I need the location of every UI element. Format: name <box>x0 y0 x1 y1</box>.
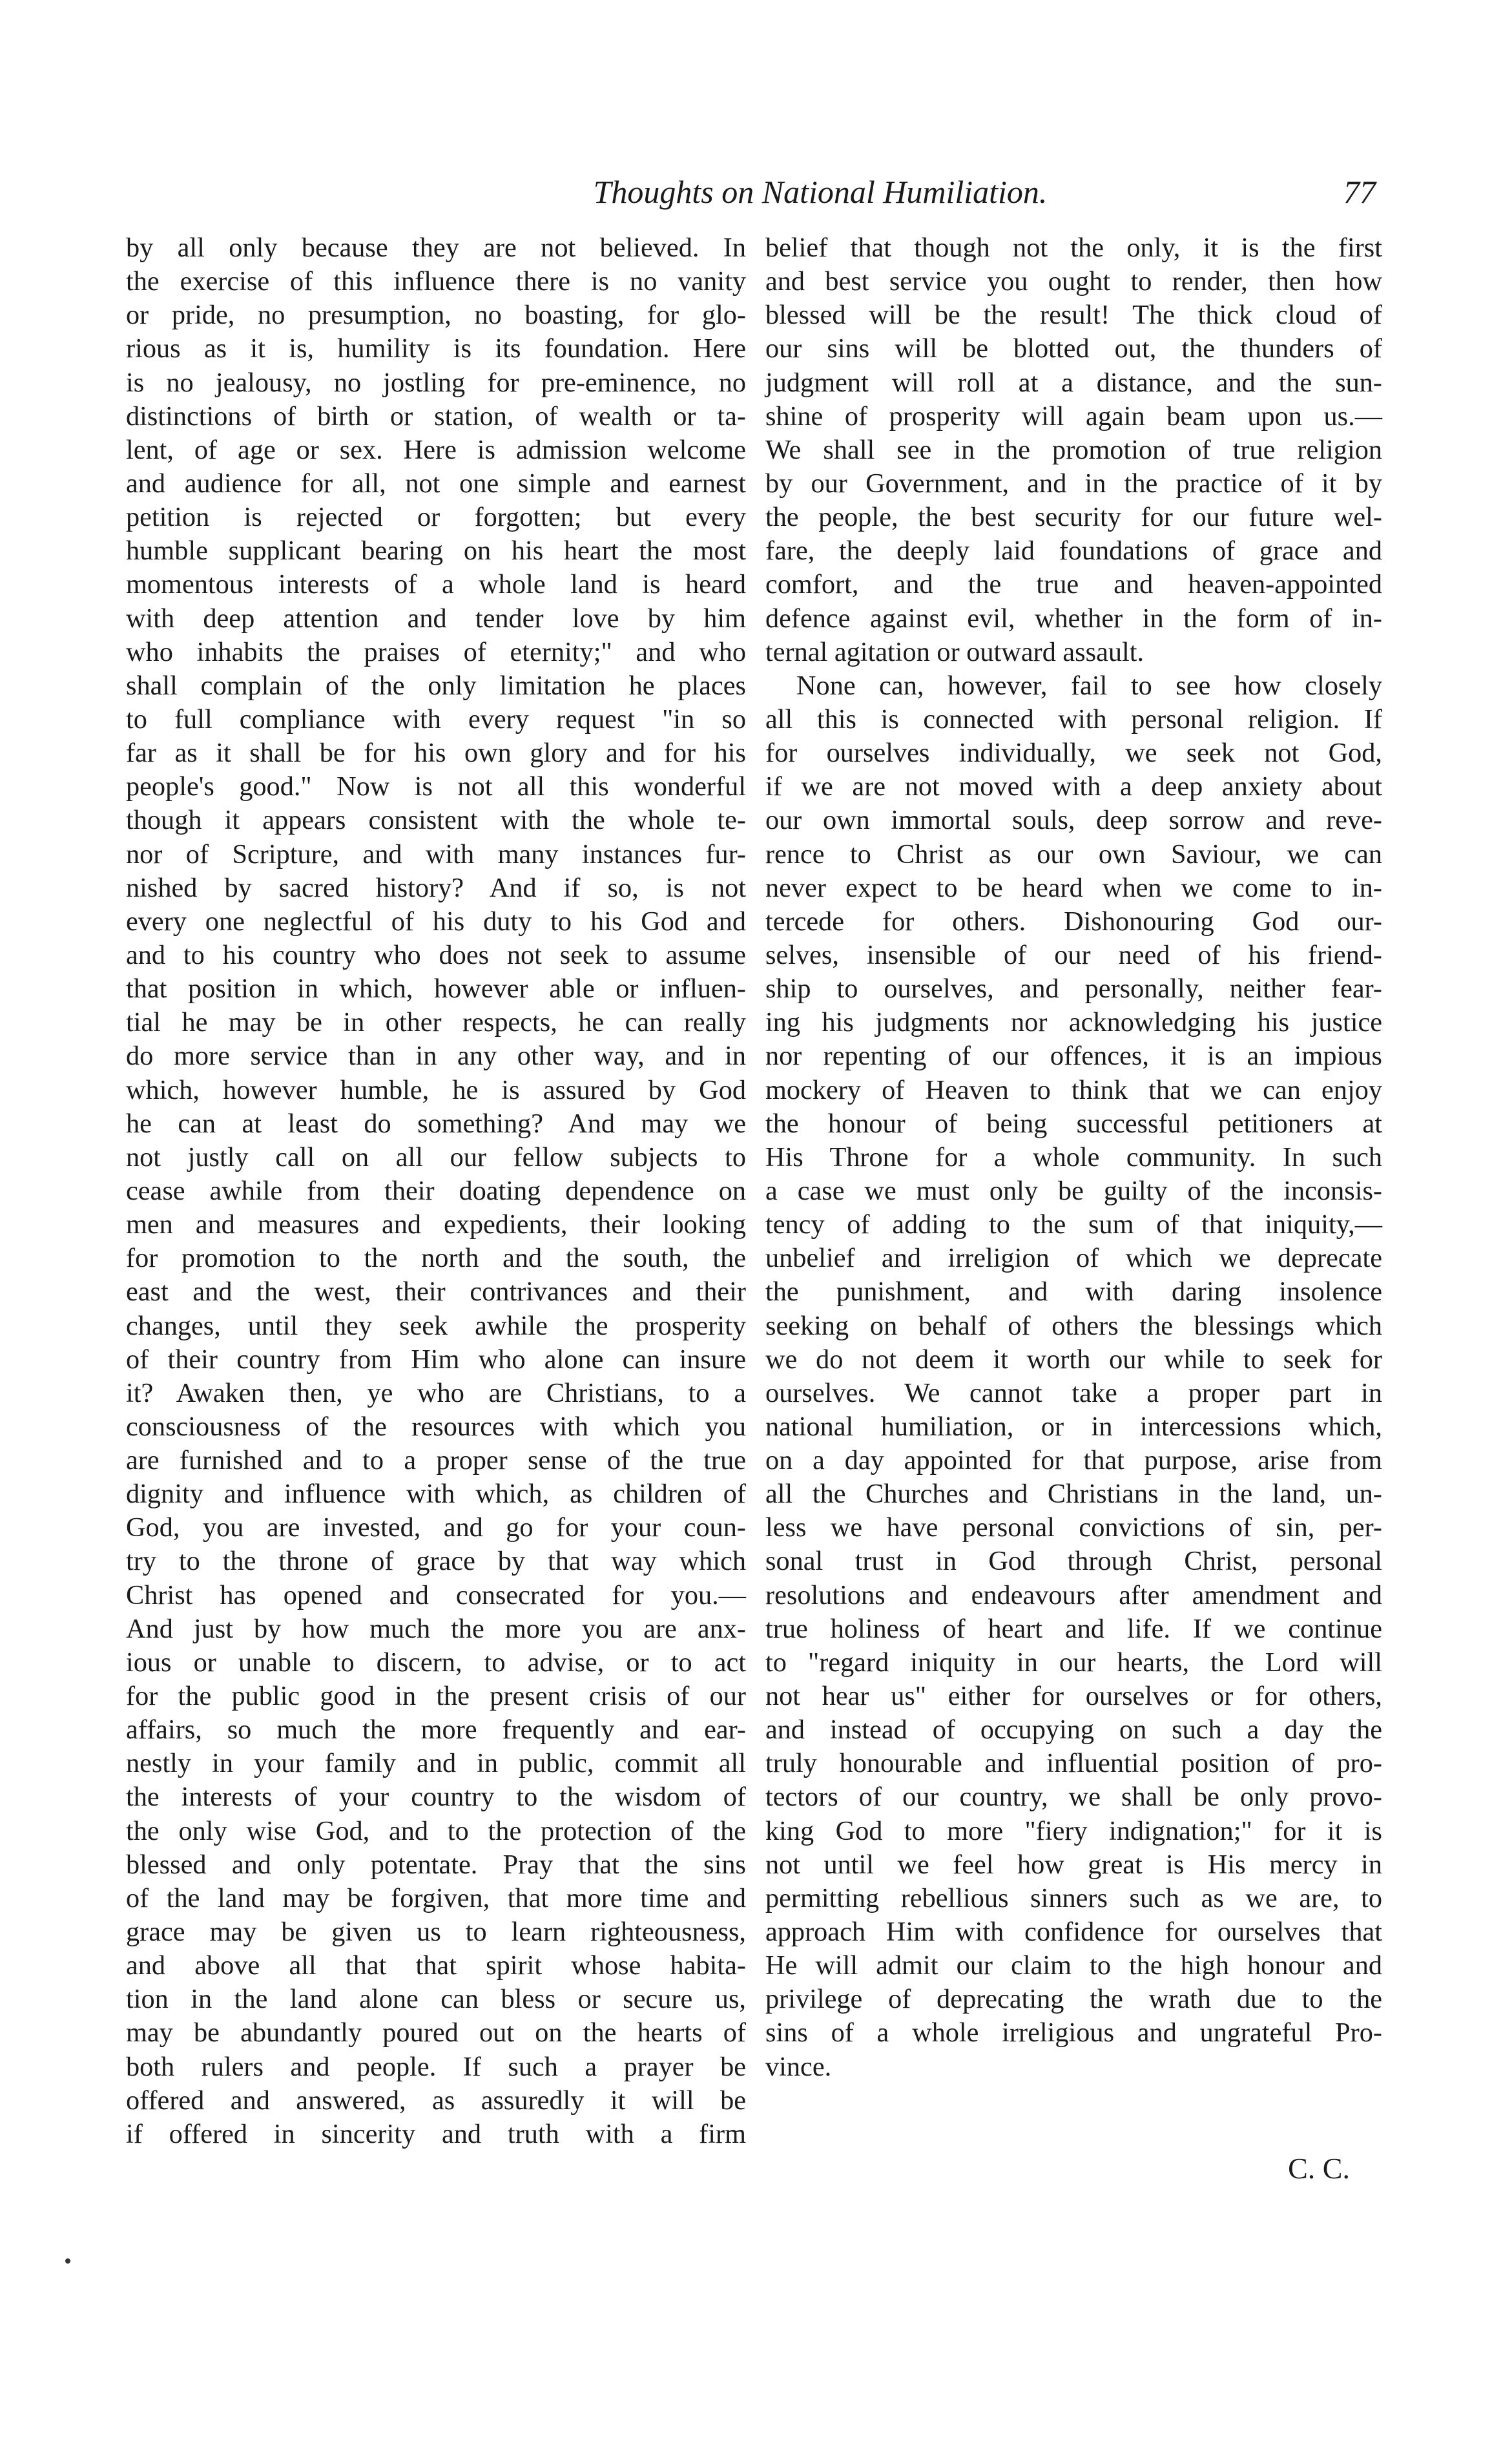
text-line: fare, the deeply laid foundations of grace and <box>765 536 1382 567</box>
text-line: sonal trust in God through Christ, personal <box>765 1546 1382 1577</box>
text-line: people's good." Now is not all this wonderful <box>126 771 746 802</box>
text-line: mockery of Heaven to think that we can enjoy <box>765 1074 1382 1105</box>
text-line: ship to ourselves, and personally, neither fear- <box>765 974 1382 1005</box>
text-line: His Throne for a whole community. In such <box>765 1141 1382 1172</box>
text-line: the interests of your country to the wisdom of <box>126 1782 746 1813</box>
author-signature: C. C. <box>1288 2152 1350 2185</box>
text-line: the people, the best security for our future wel- <box>765 502 1382 533</box>
text-line: far as it shall be for his own glory and for his <box>126 738 746 769</box>
text-line: approach Him with confidence for ourselves that <box>765 1917 1382 1948</box>
text-line: the exercise of this influence there is no vanity <box>126 266 746 297</box>
text-line: humble supplicant bearing on his heart the most <box>126 536 746 567</box>
text-line: ternal agitation or outward assault. <box>765 636 1144 667</box>
text-line: less we have personal convictions of sin, per- <box>765 1512 1382 1543</box>
text-line: are furnished and to a proper sense of the true <box>126 1445 746 1476</box>
text-line: national humiliation, or in intercessions which, <box>765 1411 1382 1442</box>
page-number: 77 <box>1343 174 1376 210</box>
text-line: And just by how much the more you are anx- <box>126 1613 746 1644</box>
text-line: changes, until they seek awhile the prosperity <box>126 1310 746 1341</box>
text-line: seeking on behalf of others the blessings which <box>765 1310 1382 1341</box>
text-line: judgment will roll at a distance, and the sun- <box>765 367 1382 398</box>
text-line: nestly in your family and in public, commit all <box>126 1748 746 1779</box>
text-line: he can at least do something? And may we <box>126 1108 746 1139</box>
left-text-column <box>126 231 746 2151</box>
text-line: nor repenting of our offences, it is an impious <box>765 1041 1382 1072</box>
text-line: sins of a whole irreligious and ungrateful Pro- <box>765 2017 1382 2048</box>
text-line: to full compliance with every request "in so <box>126 703 746 735</box>
text-line: ious or unable to discern, to advise, or to act <box>126 1647 746 1678</box>
text-line: a case we must only be guilty of the inconsis- <box>765 1175 1382 1206</box>
text-line: for the public good in the present crisis of our <box>126 1681 746 1712</box>
text-line: which, however humble, he is assured by God <box>126 1074 746 1105</box>
text-line: east and the west, their contrivances and their <box>126 1276 746 1308</box>
text-line: true holiness of heart and life. If we continue <box>765 1613 1382 1644</box>
margin-mark <box>65 2258 70 2264</box>
text-line: tion in the land alone can bless or secure us, <box>126 1984 746 2015</box>
text-line: of the land may be forgiven, that more time and <box>126 1882 746 1913</box>
text-line: shine of prosperity will again beam upon us.— <box>765 401 1382 432</box>
right-text-column <box>765 231 1382 2084</box>
text-line: if we are not moved with a deep anxiety about <box>765 771 1382 802</box>
text-line: do more service than in any other way, and in <box>126 1041 746 1072</box>
text-line: if offered in sincerity and truth with a firm <box>126 2118 746 2149</box>
text-line: tectors of our country, we shall be only provo- <box>765 1782 1382 1813</box>
text-line: unbelief and irreligion of which we deprecate <box>765 1243 1382 1274</box>
text-line: the only wise God, and to the protection of the <box>126 1815 746 1846</box>
text-line: our own immortal souls, deep sorrow and reve- <box>765 805 1382 836</box>
text-line: comfort, and the true and heaven-appointed <box>765 569 1382 600</box>
text-line: petition is rejected or forgotten; but every <box>126 502 746 533</box>
text-line: ing his judgments nor acknowledging his justice <box>765 1007 1382 1038</box>
text-line: None can, however, fail to see how closely <box>796 670 1382 701</box>
text-line: God, you are invested, and go for your coun- <box>126 1512 746 1543</box>
text-line: try to the throne of grace by that way which <box>126 1546 746 1577</box>
text-line: grace may be given us to learn righteousness, <box>126 1917 746 1948</box>
text-line: though it appears consistent with the whole te- <box>126 805 746 836</box>
text-line: on a day appointed for that purpose, arise from <box>765 1445 1382 1476</box>
text-line: all this is connected with personal religion. If <box>765 703 1382 735</box>
text-line: cease awhile from their doating dependence on <box>126 1175 746 1206</box>
text-line: not until we feel how great is His mercy in <box>765 1849 1382 1880</box>
text-line: not hear us" either for ourselves or for others, <box>765 1681 1382 1712</box>
text-line: lent, of age or sex. Here is admission welcome <box>126 434 746 465</box>
text-line: tercede for others. Dishonouring God our- <box>765 906 1382 937</box>
text-line: with deep attention and tender love by him <box>126 603 746 634</box>
text-line: selves, insensible of our need of his friend- <box>765 939 1382 970</box>
text-line: the punishment, and with daring insolence <box>765 1276 1382 1308</box>
text-line: and audience for all, not one simple and earnest <box>126 468 746 499</box>
text-line: the honour of being successful petitioners at <box>765 1108 1382 1139</box>
text-line: privilege of deprecating the wrath due to the <box>765 1984 1382 2015</box>
text-line: truly honourable and influential position of pro- <box>765 1748 1382 1779</box>
text-line: we do not deem it worth our while to seek for <box>765 1344 1382 1375</box>
text-line: is no jealousy, no jostling for pre-eminence, no <box>126 367 746 398</box>
text-line: nor of Scripture, and with many instances fur- <box>126 839 746 870</box>
text-line: may be abundantly poured out on the hearts of <box>126 2017 746 2048</box>
text-line: vince. <box>765 2051 832 2082</box>
text-line: defence against evil, whether in the form of in- <box>765 603 1382 634</box>
text-line: resolutions and endeavours after amendment and <box>765 1579 1382 1610</box>
text-line: or pride, no presumption, no boasting, for glo- <box>126 300 746 331</box>
text-line: and to his country who does not seek to assume <box>126 939 746 970</box>
text-line: blessed and only potentate. Pray that the sins <box>126 1849 746 1880</box>
text-line: never expect to be heard when we come to in- <box>765 872 1382 903</box>
text-line: that position in which, however able or influen- <box>126 974 746 1005</box>
text-line: shall complain of the only limitation he places <box>126 670 746 701</box>
text-line: of their country from Him who alone can insure <box>126 1344 746 1375</box>
text-line: our sins will be blotted out, the thunders of <box>765 333 1382 364</box>
text-line: distinctions of birth or station, of wealth or ta- <box>126 401 746 432</box>
text-line: all the Churches and Christians in the land, un- <box>765 1479 1382 1510</box>
text-line: every one neglectful of his duty to his God and <box>126 906 746 937</box>
text-line: for ourselves individually, we seek not God, <box>765 738 1382 769</box>
text-line: nished by sacred history? And if so, is not <box>126 872 746 903</box>
text-line: not justly call on all our fellow subjects to <box>126 1141 746 1172</box>
text-line: offered and answered, as assuredly it will be <box>126 2085 746 2116</box>
text-line: ourselves. We cannot take a proper part in <box>765 1377 1382 1408</box>
text-line: dignity and influence with which, as children of <box>126 1479 746 1510</box>
text-line: and above all that that spirit whose habita- <box>126 1950 746 1981</box>
text-line: belief that though not the only, it is the first <box>765 233 1382 263</box>
text-line: rence to Christ as our own Saviour, we can <box>765 839 1382 870</box>
text-line: to "regard iniquity in our hearts, the Lord will <box>765 1647 1382 1678</box>
text-line: and best service you ought to render, then how <box>765 266 1382 297</box>
text-line: and instead of occupying on such a day the <box>765 1714 1382 1745</box>
text-line: consciousness of the resources with which you <box>126 1411 746 1442</box>
text-line: affairs, so much the more frequently and ear- <box>126 1714 746 1745</box>
text-line: We shall see in the promotion of true religion <box>765 434 1382 465</box>
text-line: by all only because they are not believed. In <box>126 233 746 263</box>
text-line: blessed will be the result! The thick cloud of <box>765 300 1382 331</box>
text-line: momentous interests of a whole land is heard <box>126 569 746 600</box>
text-line: tial he may be in other respects, he can really <box>126 1007 746 1038</box>
text-line: king God to more "fiery indignation;" for it is <box>765 1815 1382 1846</box>
text-line: who inhabits the praises of eternity;" and who <box>126 636 746 667</box>
text-line: He will admit our claim to the high honour and <box>765 1950 1382 1981</box>
text-line: rious as it is, humility is its foundation. Here <box>126 333 746 364</box>
text-line: men and measures and expedients, their looking <box>126 1209 746 1240</box>
text-line: both rulers and people. If such a prayer be <box>126 2051 746 2082</box>
text-line: it? Awaken then, ye who are Christians, to a <box>126 1377 746 1408</box>
text-line: Christ has opened and consecrated for you.— <box>126 1579 746 1610</box>
text-line: for promotion to the north and the south, the <box>126 1243 746 1274</box>
running-title: Thoughts on National Humiliation. <box>593 174 1048 210</box>
text-line: tency of adding to the sum of that iniquity,— <box>765 1209 1382 1240</box>
text-line: by our Government, and in the practice of it by <box>765 468 1382 499</box>
text-line: permitting rebellious sinners such as we are, to <box>765 1882 1382 1913</box>
